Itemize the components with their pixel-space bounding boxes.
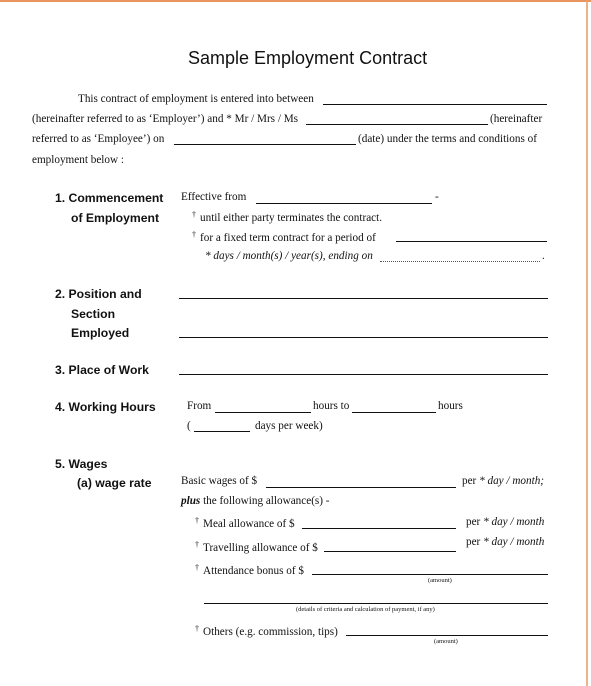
- meal-allowance-per: per * day / month: [466, 516, 545, 528]
- section-2-heading-line-2: Section: [71, 307, 116, 321]
- section-1-heading: 1. Commencement: [55, 191, 164, 205]
- intro-line-3-end: (date) under the terms and conditions of: [358, 133, 537, 145]
- fixed-term-period-end: .: [542, 250, 545, 262]
- option-fixed-term[interactable]: † for a fixed term contract for a period of: [192, 230, 376, 244]
- intro-line-2: (hereinafter referred to as ‘Employer’) and * Mr / Mrs / Ms: [32, 113, 299, 125]
- others-amount-blank[interactable]: [346, 635, 548, 636]
- meal-allowance-blank[interactable]: [302, 528, 456, 529]
- basic-wages-blank[interactable]: [266, 487, 456, 488]
- hours-label: hours: [438, 400, 463, 412]
- attendance-bonus-label[interactable]: † Attendance bonus of $: [195, 563, 304, 577]
- attendance-bonus-amount-blank[interactable]: [312, 574, 548, 575]
- intro-line-3: referred to as ‘Employee’) on: [32, 133, 165, 145]
- section-2-heading: 2. Position and: [55, 287, 142, 301]
- section-2-heading-line-3: Employed: [71, 326, 130, 340]
- page-right-border: [586, 0, 588, 686]
- section-5-heading: 5. Wages: [55, 457, 108, 471]
- contract-date-blank[interactable]: [174, 144, 356, 145]
- meal-allowance-label[interactable]: † Meal allowance of $: [195, 516, 295, 530]
- option-until-terminated[interactable]: † until either party terminates the contract.: [192, 210, 383, 224]
- hours-to-label: hours to: [313, 400, 350, 412]
- section-employed-blank[interactable]: [179, 337, 548, 338]
- hours-to-blank[interactable]: [352, 412, 436, 413]
- attendance-amount-caption: (amount): [428, 577, 452, 584]
- travel-allowance-per: per * day / month: [466, 536, 545, 548]
- fixed-term-period-blank[interactable]: [396, 241, 547, 242]
- intro-line-1: This contract of employment is entered into between: [78, 93, 314, 105]
- basic-wages-label: Basic wages of $: [181, 475, 258, 487]
- days-per-week-blank[interactable]: [194, 431, 250, 432]
- attendance-criteria-blank[interactable]: [204, 603, 548, 604]
- page-title: Sample Employment Contract: [188, 48, 428, 68]
- others-amount-caption: (amount): [434, 638, 458, 645]
- employee-name-blank[interactable]: [306, 124, 488, 125]
- fixed-term-end-date-blank[interactable]: [380, 261, 540, 262]
- effective-from-blank[interactable]: [256, 203, 432, 204]
- section-3-heading: 3. Place of Work: [55, 363, 149, 377]
- section-4-heading: 4. Working Hours: [55, 400, 156, 414]
- employer-name-blank[interactable]: [323, 104, 547, 105]
- hours-from-label: From: [187, 400, 212, 412]
- intro-line-2-end: (hereinafter: [490, 113, 543, 125]
- attendance-criteria-caption: (details of criteria and calculation of payment, if any): [296, 606, 435, 613]
- effective-from-label: Effective from: [181, 191, 247, 203]
- section-1-heading-line-2: of Employment: [71, 211, 160, 225]
- travel-allowance-blank[interactable]: [324, 551, 456, 552]
- allowances-intro: plus the following allowance(s) -: [181, 495, 330, 507]
- days-open-paren: (: [187, 420, 191, 432]
- days-per-week-label: days per week): [255, 420, 323, 432]
- fixed-term-units: * days / month(s) / year(s), ending on: [205, 250, 373, 262]
- page-top-border: [0, 0, 591, 2]
- travel-allowance-label[interactable]: † Travelling allowance of $: [195, 540, 318, 554]
- place-of-work-blank[interactable]: [179, 374, 548, 375]
- hours-from-blank[interactable]: [215, 412, 311, 413]
- intro-line-4: employment below :: [32, 154, 124, 166]
- others-label[interactable]: † Others (e.g. commission, tips): [195, 624, 338, 638]
- position-blank[interactable]: [179, 298, 548, 299]
- basic-wages-per: per * day / month;: [462, 475, 545, 487]
- effective-from-dash: -: [435, 191, 439, 203]
- section-5a-heading: (a) wage rate: [77, 476, 152, 490]
